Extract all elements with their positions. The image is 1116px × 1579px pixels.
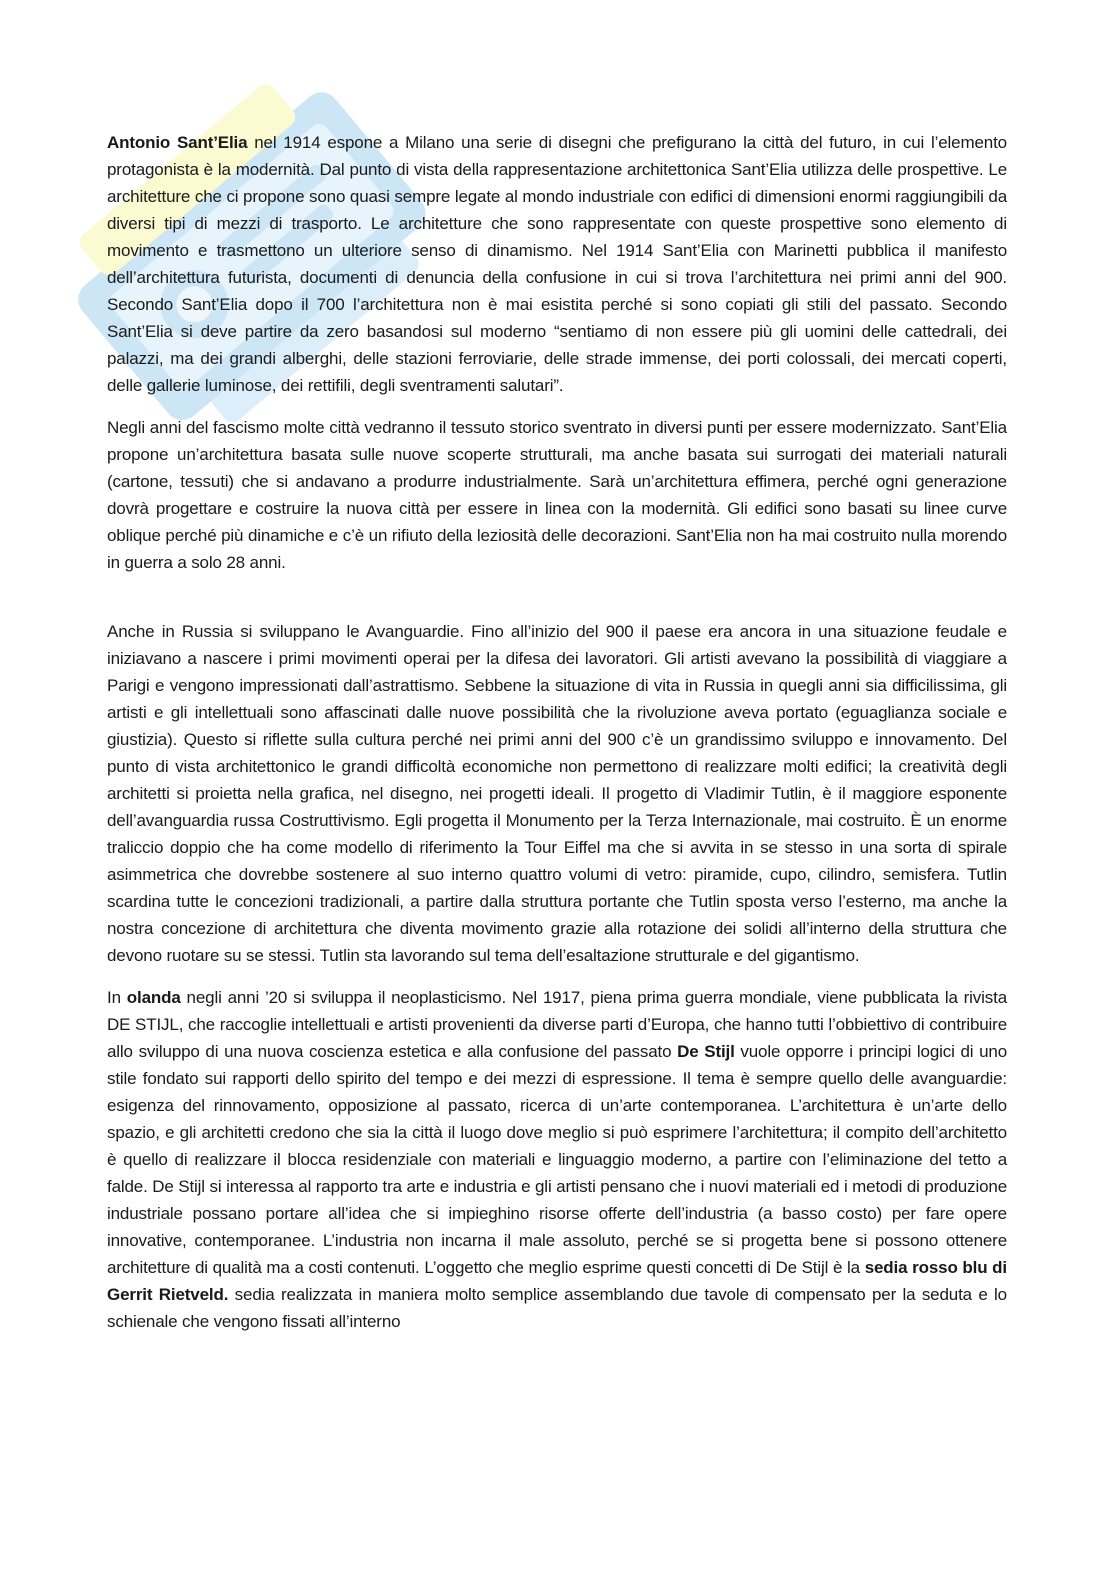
paragraph-text: vuole opporre i principi logici di uno stile fondato sui rapporti dello spirito del tempo e dei mezzi di espressione. Il tema è sempre quello delle avanguardie: esigenza del rinnovamento, opposizione al passato, ricerca di un’arte contemporanea. L’architettura è un’arte dello spazio, e gli architetti credono che sia la città il luogo dove meglio si può esprimere l’architettura; il compito dell’architetto è quello di realizzare il blocca residenziale con materiali e linguaggio moderno, a partire con l’eliminazione del tetto a falde. De Stijl si interessa al rapporto tra arte e industria e gli artisti pensano che i nuovi materiali ed i metodi di produzione industriale possano portare all’idea che si impieghino risorse offerte dell’industria (a basso costo) per fare opere innovative, contemporanee. L’industria non incarna il male assoluto, perché se si progetta bene si possono ottenere architetture di qualità ma a costi contenuti. L’oggetto che meglio esprime questi concetti di De Stijl è la [107, 1042, 1007, 1277]
bold-sedia-rietveld: sedia rosso blu di Gerrit Rietveld. [107, 1258, 1007, 1304]
document-body [107, 129, 1007, 1335]
paragraph-text: In [107, 988, 127, 1007]
paragraph-fascismo: Negli anni del fascismo molte città vedranno il tessuto storico sventrato in diversi punti per essere modernizzato. Sant’Elia propone un’architettura basata sulle nuove scoperte strutturali, ma anche basata sui surrogati dei materiali naturali (cartone, tessuti) che si andavano a produrre industrialmente. Sarà un’architettura effimera, perché ogni generazione dovrà progettare e costruire la nuova città per essere in linea con la modernità. Gli edifici sono basati su linee curve oblique perché più dinamiche e c’è un rifiuto della leziosità delle decorazioni. Sant’Elia non ha mai costruito nulla morendo in guerra a solo 28 anni. [107, 418, 1007, 572]
name-antonio-santelia: Antonio Sant’Elia [107, 133, 248, 152]
section-gap [107, 576, 1007, 618]
paragraph-gap [107, 399, 1007, 414]
paragraph-text: sedia realizzata in maniera molto semplice assemblando due tavole di compensato per la seduta e lo schienale che vengono fissati all’interno [107, 1285, 1007, 1331]
bold-olanda: olanda [126, 988, 181, 1007]
paragraph-text: negli anni ’20 si sviluppa il neoplasticismo. Nel 1917, piena prima guerra mondiale, viene pubblicata la rivista DE STIJL, che raccoglie intellettuali e artisti provenienti da diverse parti d’Europa, che hanno tutti l’obbiettivo di contribuire allo sviluppo di una nuova coscienza estetica e alla confusione del passato [107, 988, 1008, 1061]
paragraph-santelia [107, 129, 1007, 399]
bold-de-stijl: De Stijl [677, 1042, 735, 1061]
paragraph-text: nel 1914 espone a Milano una serie di disegni che prefigurano la città del futuro, in cui l’elemento protagonista è la modernità. Dal punto di vista della rappresentazione architettonica Sant’Elia utilizza delle prospettive. Le architetture che ci propone sono quasi sempre legate al mondo industriale con edifici di dimensioni enormi raggiungibili da diversi tipi di mezzi di trasporto. Le architetture che sono rappresentate con queste prospettive sono elemento di movimento e trasmettono un ulteriore senso di dinamismo. Nel 1914 Sant’Elia con Marinetti pubblica il manifesto dell’architettura futurista, documenti di denuncia della confusione in cui si trova l’architettura nei primi anni del 900. Secondo Sant’Elia dopo il 700 l’architettura non è mai esistita perché si sono copiati gli stili del passato. Secondo Sant’Elia si deve partire da zero basandosi sul moderno “sentiamo di non essere più gli uomini delle cattedrali, dei palazzi, ma dei grandi alberghi, delle stazioni ferroviarie, delle strade immense, dei porti colossali, dei mercati coperti, delle gallerie luminose, dei rettifili, degli sventramenti salutari”. [107, 133, 1007, 395]
paragraph-russia: Anche in Russia si sviluppano le Avanguardie. Fino all’inizio del 900 il paese era ancora in una situazione feudale e iniziavano a nascere i primi movimenti operai per la difesa dei lavoratori. Gli artisti avevano la possibilità di viaggiare a Parigi e vengono impressionati dall’astrattismo. Sebbene la situazione di vita in Russia in quegli anni sia difficilissima, gli artisti e gli intellettuali sono affascinati dalle nuove possibilità che la rivoluzione aveva portato (eguaglianza sociale e giustizia). Questo si riflette sulla cultura perché nei primi anni del 900 c’è un grandissimo sviluppo e innovamento. Del punto di vista architettonico le grandi difficoltà economiche non permettono di realizzare molti edifici; la creatività degli architetti si proietta nella grafica, nel disegno, nei progetti ideali. Il progetto di Vladimir Tutlin, è il maggiore esponente dell’avanguardia russa Costruttivismo. Egli progetta il Monumento per la Terza Internazionale, mai costruito. È un enorme traliccio doppio che ha come modello di riferimento la Tour Eiffel ma che si avvita in se stesso in una sorta di spirale asimmetrica che dovrebbe sostenere al suo interno quattro volumi di vetro: piramide, cupo, cilindro, semisfera. Tutlin scardina tutte le concezioni tradizionali, a partire dalla struttura portante che Tutlin sposta verso l’esterno, ma anche la nostra concezione di architettura che diventa movimento grazie alla rotazione dei solidi all’interno della struttura che devono ruotare su se stessi. Tutlin sta lavorando sul tema dell’esaltazione strutturale e del gigantismo. [107, 622, 1007, 965]
paragraph-gap [107, 969, 1007, 984]
paragraph-olanda [107, 984, 1007, 1335]
